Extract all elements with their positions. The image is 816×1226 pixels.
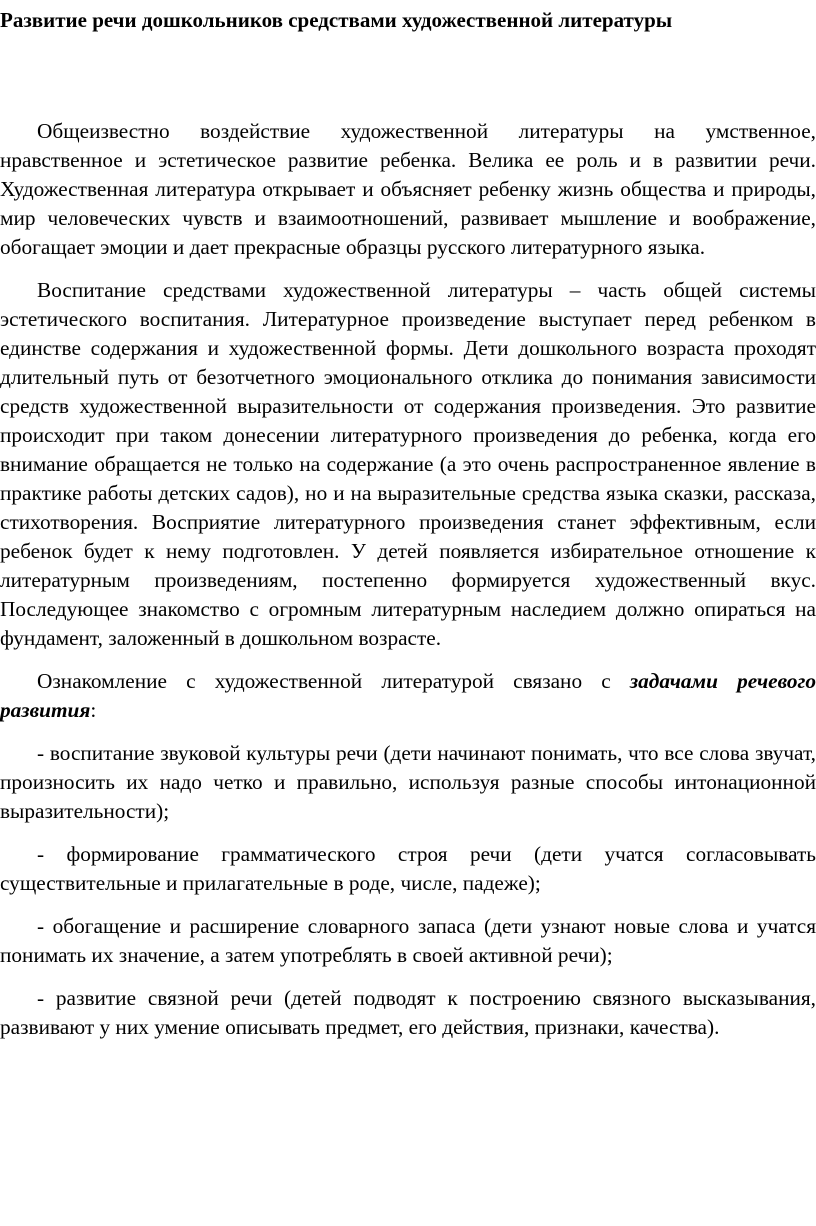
task-item-sound-culture: - воспитание звуковой культуры речи (дети начинают понимать, что все слова звучат, произносить их надо четко и правильно, используя разные способы интонационной выразительности); bbox=[0, 741, 816, 823]
task-item-coherent-speech: - развитие связной речи (детей подводят к построению связного высказывания, развивают у них умение описывать предмет, его действия, признаки, качества). bbox=[0, 986, 816, 1039]
tasks-intro-tail: : bbox=[90, 698, 97, 722]
paragraph-tasks-intro bbox=[0, 667, 816, 725]
tasks-intro-lead: Ознакомление с художественной литературой связано с bbox=[37, 669, 630, 693]
document-title: Развитие речи дошкольников средствами художественной литературы bbox=[0, 8, 673, 32]
task-item-grammar: - формирование грамматического строя речи (дети учатся согласовывать существительные и прилагательные в роде, числе, падеже); bbox=[0, 842, 816, 895]
tasks-intro-emphasis: задачами речевого развития bbox=[0, 669, 816, 722]
paragraph-aesthetic-education: Воспитание средствами художественной литературы – часть общей системы эстетического воспитания. Литературное произведение выступает перед ребенком в единстве содержания и художественной формы. Дети дошкольного возраста проходят длительный путь от безотчетного эмоционального отклика до понимания зависимости средств художественной выразительности от содержания произведения. Это развитие происходит при таком донесении литературного произведения до ребенка, когда его внимание обращается не только на содержание (а это очень распространенное явление в практике работы детских садов), но и на выразительные средства языка сказки, рассказа, стихотворения. Восприятие литературного произведения станет эффективным, если ребенок будет к нему подготовлен. У детей появляется избирательное отношение к литературным произведениям, постепенно формируется художественный вкус. Последующее знакомство с огромным литературным наследием должно опираться на фундамент, заложенный в дошкольном возрасте. bbox=[0, 278, 816, 650]
task-item-vocabulary: - обогащение и расширение словарного запаса (дети узнают новые слова и учатся понимать их значение, а затем употреблять в своей активной речи); bbox=[0, 914, 816, 967]
paragraph-intro: Общеизвестно воздействие художественной литературы на умственное, нравственное и эстетическое развитие ребенка. Велика ее роль и в развитии речи. Художественная литература открывает и объясняет ребенку жизнь общества и природы, мир человеческих чувств и взаимоотношений, развивает мышление и воображение, обогащает эмоции и дает прекрасные образцы русского литературного языка. bbox=[0, 119, 816, 259]
document-body bbox=[0, 117, 816, 1056]
